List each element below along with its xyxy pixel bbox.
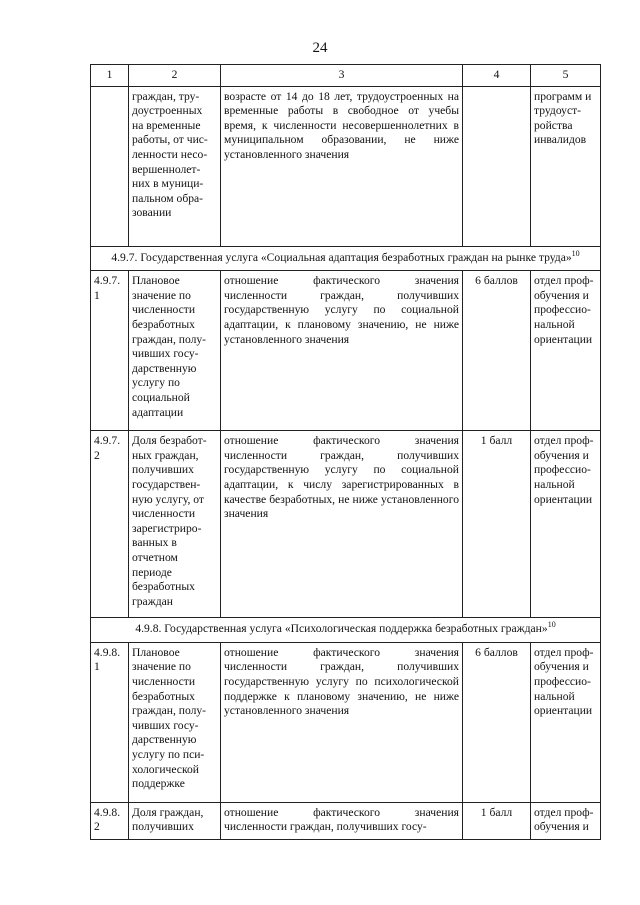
cont-score-cell <box>463 86 531 246</box>
section-title <box>91 246 601 271</box>
row-number: 4.9.8. 2 <box>91 802 129 839</box>
cont-formula-cell: возрасте от 14 до 18 лет, трудоустроенных на временные работы в свободное от учебы время, к численности несовершеннолетних в муниципальном образовании, не ниже установленного значения <box>221 86 463 246</box>
responsible-unit: отдел проф- обучения и профессио- нальной ориентации <box>531 642 601 802</box>
indicator-formula: отношение фактического значения численности граждан, получивших государственную услугу по психологической поддержке к плановому значению, не ниже установленного значения <box>221 642 463 802</box>
row-number: 4.9.7. 2 <box>91 431 129 618</box>
cont-num-cell <box>91 86 129 246</box>
row-number: 4.9.8. 1 <box>91 642 129 802</box>
section-title-text: 4.9.8. Государственная услуга «Психологическая поддержка безработных граждан» <box>135 622 548 636</box>
indicator-score: 6 баллов <box>463 642 531 802</box>
header-cell: 4 <box>463 65 531 87</box>
indicators-table <box>90 64 601 840</box>
indicator-score: 1 балл <box>463 431 531 618</box>
cont-name-cell: граждан, тру- доустроенных на временные работы, от чис- ленности несо- вершеннолет- них в муници- пальном обра- зовании <box>129 86 221 246</box>
table-row <box>91 642 601 802</box>
indicator-name: Плановое значение по численности безработных граждан, полу- чивших госу- дарственную услугу по пси- хологической поддержке <box>129 642 221 802</box>
header-cell: 2 <box>129 65 221 87</box>
section-row <box>91 246 601 271</box>
cont-resp-cell: программ и трудоуст- ройства инвалидов <box>531 86 601 246</box>
section-title <box>91 618 601 643</box>
row-number: 4.9.7. 1 <box>91 271 129 431</box>
table-row <box>91 86 601 246</box>
indicator-score: 6 баллов <box>463 271 531 431</box>
section-row <box>91 618 601 643</box>
header-cell: 3 <box>221 65 463 87</box>
table-row <box>91 431 601 618</box>
footnote-ref: 10 <box>547 620 556 630</box>
table-row <box>91 802 601 839</box>
section-title-text: 4.9.7. Государственная услуга «Социальная адаптация безработных граждан на рынке труда» <box>111 250 572 264</box>
indicator-name: Плановое значение по численности безработных граждан, полу- чивших госу- дарственную услугу по социальной адаптации <box>129 271 221 431</box>
footnote-ref: 10 <box>571 248 580 258</box>
responsible-unit: отдел проф- обучения и профессио- нальной ориентации <box>531 431 601 618</box>
page-number: 24 <box>312 40 328 56</box>
header-cell: 1 <box>91 65 129 87</box>
indicator-formula: отношение фактического значения численности граждан, получивших госу- <box>221 802 463 839</box>
responsible-unit: отдел проф- обучения и <box>531 802 601 839</box>
indicator-formula: отношение фактического значения численности граждан, получивших государственную услугу по социальной адаптации, к числу зарегистрированных в качестве безработных, не ниже установленного значения <box>221 431 463 618</box>
indicator-name: Доля безработ- ных граждан, получивших государствен- ную услугу, от численности зарегистриро- ванных в отчетном периоде безработных граждан <box>129 431 221 618</box>
header-cell: 5 <box>531 65 601 87</box>
indicator-score: 1 балл <box>463 802 531 839</box>
indicator-name: Доля граждан, получивших <box>129 802 221 839</box>
table-header-row <box>91 65 601 87</box>
table-row <box>91 271 601 431</box>
indicator-formula: отношение фактического значения численности граждан, получивших государственную услугу по социальной адаптации, к плановому значению, не ниже установленного значения <box>221 271 463 431</box>
responsible-unit: отдел проф- обучения и профессио- нальной ориентации <box>531 271 601 431</box>
